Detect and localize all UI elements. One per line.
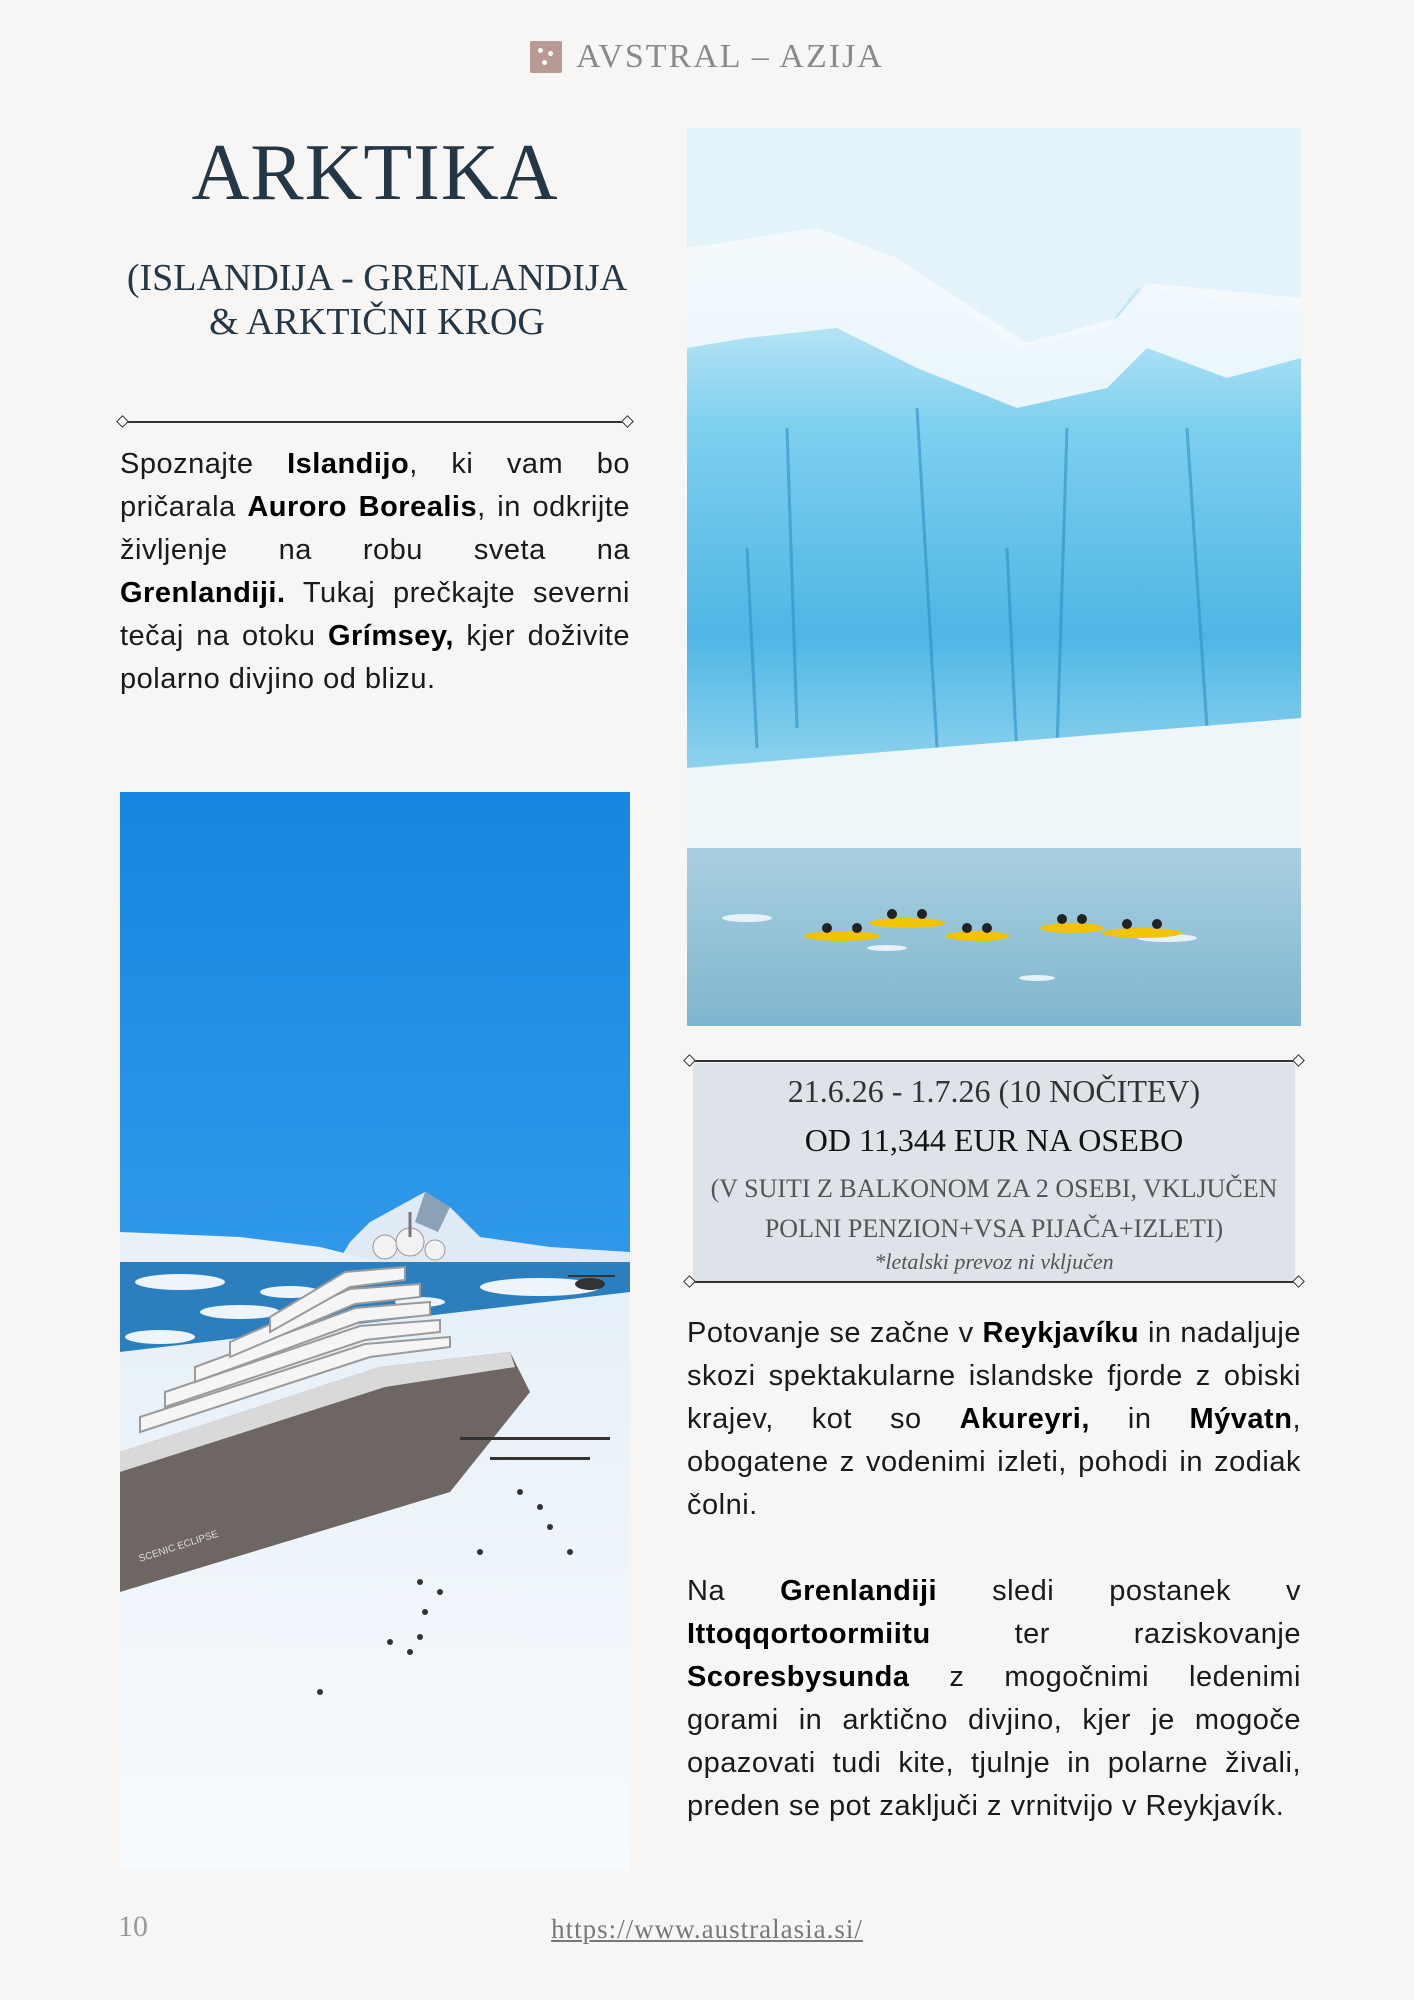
- text-run: Tukaj prečkajte severni tečaj na otoku: [120, 577, 630, 652]
- page-number: 10: [118, 1910, 148, 1943]
- price-details: (V SUITI Z BALKONOM ZA 2 OSEBI, VKLJUČEN POLNI PENZION+VSA PIJAČA+IZLETI): [710, 1174, 1278, 1243]
- website-link[interactable]: https://www.australasia.si/: [551, 1914, 863, 1944]
- highlighted-text: Grenlandiji.: [120, 577, 286, 609]
- text-run: Spoznajte: [120, 448, 288, 480]
- ship-name-text: SCENIC ECLIPSE: [137, 1528, 220, 1565]
- page-subtitle: (ISLANDIJA - GRENLANDIJA & ARKTIČNI KROG: [126, 257, 628, 343]
- itinerary-paragraph-2: [687, 1570, 1301, 1828]
- text-run: in: [1089, 1403, 1190, 1435]
- page-title: ARKTIKA: [191, 129, 559, 217]
- highlighted-text: Mývatn: [1189, 1403, 1293, 1435]
- highlighted-text: Islandijo: [287, 448, 410, 480]
- highlighted-text: Grímsey,: [327, 620, 454, 652]
- intro-paragraph: [120, 443, 630, 701]
- cruise-ship-photo: [120, 792, 630, 1871]
- text-run: , ki vam bo pričarala: [120, 448, 631, 523]
- text-run: kjer doživite polarno divjino od blizu.: [120, 620, 630, 695]
- highlighted-text: Reykjavíku: [982, 1317, 1140, 1349]
- highlighted-text: Grenlandiji: [780, 1575, 938, 1607]
- text-run: ter raziskovanje: [930, 1618, 1301, 1650]
- price-amount: OD 11,344 EUR NA OSEBO: [804, 1122, 1184, 1158]
- page-header: [0, 38, 1414, 76]
- divider: [690, 1281, 1298, 1283]
- text-run: in nadaljuje skozi spektakularne islandske fjorde z obiski krajev, kot so: [687, 1317, 1301, 1435]
- text-run: z mogočnimi ledenimi gorami in arktično divjino, kjer je mogoče opazovati tudi kite, tjulnje in polarne živali, preden se pot zaključi z vrnitvijo v Reykjavík.: [687, 1661, 1301, 1822]
- highlighted-text: Scoresbysunda: [687, 1661, 910, 1693]
- text-run: sledi postanek v: [937, 1575, 1301, 1607]
- price-box: [693, 1063, 1295, 1281]
- flight-note: *letalski prevoz ni vključen: [874, 1249, 1114, 1274]
- divider: [690, 1060, 1298, 1062]
- text-run: , in odkrijte življenje na robu sveta na: [120, 491, 630, 566]
- divider: [123, 421, 627, 423]
- text-run: , obogatene z vodenimi izleti, pohodi in zodiak čolni.: [687, 1403, 1301, 1521]
- brand-name: AVSTRAL – AZIJA: [576, 38, 884, 75]
- text-run: Potovanje se začne v: [687, 1317, 983, 1349]
- itinerary-paragraph-1: [687, 1312, 1301, 1527]
- highlighted-text: Ittoqqortoormiitu: [687, 1618, 931, 1650]
- logo-icon: [530, 41, 562, 73]
- highlighted-text: Auroro Borealis: [247, 491, 478, 523]
- glacier-kayaks-photo: [687, 128, 1301, 1026]
- highlighted-text: Akureyri,: [959, 1403, 1090, 1435]
- travel-dates: 21.6.26 - 1.7.26 (10 NOČITEV): [787, 1073, 1201, 1109]
- text-run: Na: [687, 1575, 781, 1607]
